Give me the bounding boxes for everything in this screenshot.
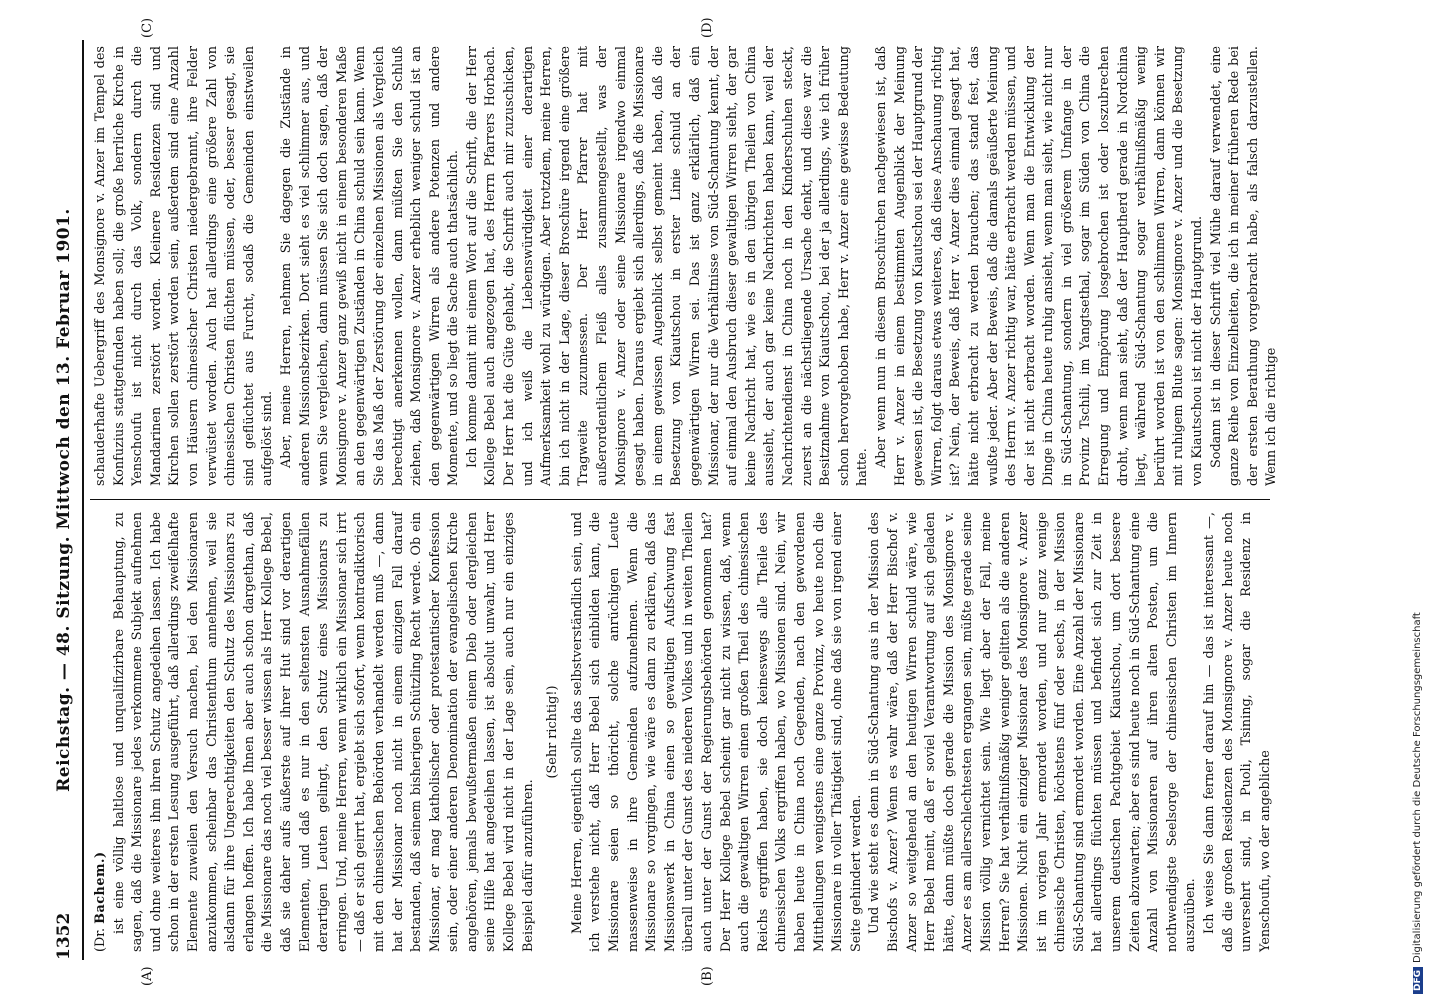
digitization-text: Digitalisierung gefördert durch die Deutsche Forschungsgemeinschaft (1412, 612, 1423, 963)
speaker-name: Bachem.) (93, 851, 108, 924)
dfg-logo: DFG (1413, 967, 1423, 994)
margin-marker-d: (D) (700, 17, 715, 38)
paragraph: Sodann ist in dieser Schrift viel Mühe darauf verwendet, eine ganze Reihe von Einzelheiten, die ich in meiner früheren Rede bei der ersten Berathung vorgebracht habe, als falsch darzustellen. Wenn ich die richtige (1208, 46, 1280, 486)
interjection: (Sehr richtig!) (545, 685, 561, 779)
margin-marker-c: (C) (140, 17, 155, 38)
speaker-line (92, 512, 111, 952)
paragraph: Aber wenn nun in diesem Broschürchen nachgewiesen ist, daß Herr v. Anzer in einem bestimmten Augenblick der Meinung gewesen ist, die Besetzung von Kiautschou sei der Hauptgrund der Wirren, folgt daraus etwas weiteres, daß diese Anschauung richtig ist? Nein, der Beweis, daß Herr v. Anzer dies einmal gesagt hat, hätte nicht erbracht zu werden brauchen; das stand fest, das wußte jeder. Aber der Beweis, daß die damals geäußerte Meinung des Herrn v. Anzer richtig war, hätte erbracht werden müssen, und der ist nicht erbracht worden. Wenn man die Entwicklung der Dinge in China heute ruhig ansieht, wenn man sieht, wie nicht nur in Süd-Schantung, sondern in viel größerem Umfange in der Provinz Tschili, im Yangtsethal, sogar im Süden von China die Erregung und Empörung losgebrochen ist oder loszubrechen droht, wenn man sieht, daß der Hauptherd gerade in Nordchina liegt, während Süd-Schantung sogar verhältnißmäßig wenig berührt worden ist von den schlimmen Wirren, dann können wir mit ruhigem Blute sagen: Monsignore v. Anzer und die Besetzung von Kiautschou ist nicht der Hauptgrund. (873, 46, 1206, 486)
page-header (50, 40, 80, 960)
header-rule (82, 40, 84, 960)
left-column (92, 512, 1275, 952)
column-divider (90, 499, 1270, 500)
paragraph: ist eine völlig haltlose und unqualifizirbare Behauptung, zu sagen, daß die Missionare jedes verkommene Subjekt aufnehmen und ohne weiteres ihm ihren Schutz angedeihen lassen. Ich habe schon in der ersten Lesung ausgeführt, daß allerdings zweifelhafte Elemente zuweilen den Versuch machen, bei den Missionaren anzukommen, scheinbar das Christenthum annehmen, weil sie alsdann für ihre Ungerechtigkeiten den Schutz des Missionars zu erlangen hoffen. Ich habe Ihnen aber auch schon dargethan, daß die Missionare das noch viel besser wissen als Herr Kollege Bebel, daß sie daher aufs äußerste auf ihrer Hut sind vor derartigen Elementen, und daß es nur in den seltensten Ausnahmefällen derartigen Leuten gelingt, den Schutz eines Missionars zu erringen. Und, meine Herren, wenn wirklich ein Missionar sich irrt — daß er sich geirrt hat, ergiebt sich sofort, wenn kontradiktorisch mit den chinesischen Behörden verhandelt werden muß —, dann hat der Missionar noch nicht in einem einzigen Fall darauf bestanden, daß seinem bisherigen Schützling Recht werde. Ob ein Missionar, er mag katholischer oder protestantischer Konfession sein, oder einer anderen Denomination der evangelischen Kirche angehören, jemals bewußtermaßen einem Dieb oder dergleichen seine Hilfe hat angedeihen lassen, ist absolut unwahr, und Herr Kollege Bebel wird nicht in der Lage sein, auch nur ein einziges Beispiel dafür anzuführen. (111, 512, 536, 952)
paragraph: Ich komme damit mit einem Wort auf die Schrift, die der Herr Kollege Bebel auch angezogen hat, des Herrn Pfarrers Horbach. Der Herr hat die Güte gehabt, die Schrift auch mir zuzuschicken, und ich weiß die Liebenswürdigkeit einer derartigen Aufmerksamkeit wohl zu würdigen. Aber trotzdem, meine Herren, bin ich nicht in der Lage, dieser Broschüre irgend eine größere Tragweite zuzumessen. Der Herr Pfarrer hat mit außerordentlichem Fleiß alles zusammengestellt, was der Monsignore v. Anzer oder seine Missionare irgendwo einmal gesagt haben. Daraus ergiebt sich allerdings, daß die Missionare in einem gewissen Augenblick selbst gemeint haben, daß die Besetzung von Kiautschou in erster Linie schuld an der gegenwärtigen Wirren sei. Das ist ganz erklärlich, daß ein Missionar, der nur die Verhältnisse von Süd-Schantung kennt, der auf einmal den Ausbruch dieser gewaltigen Wirren sieht, der gar keine Nachricht hat, wie es in den übrigen Theilen von China aussieht, der auch gar keine Nachrichten haben kann, weil der Nachrichtendienst in China noch in den Kinderschuhen steckt, zuerst an die nächstliegende Ursache denkt, und diese war die Besitznahme von Kiautschou, bei der ja allerdings, wie ich früher schon hervorgehoben habe, Herr v. Anzer eine gewisse Bedeutung hatte. (464, 46, 871, 486)
paragraph: Meine Herren, eigentlich sollte das selbstverständlich sein, und ich verstehe nicht, daß Herr Bebel sich einbilden kann, die Missionare seien so thöricht, solche anrüchigen Leute massenweise in ihre Gemeinden aufzunehmen. Wenn die Missionare so vorgingen, wie wäre es dann zu erklären, daß das Missionswerk in China einen so gewaltigen Aufschwung fast überall unter der Gunst des niederen Volkes und in weiten Theilen auch unter der Gunst der Regierungsbehörden genommen hat? Der Herr Kollege Bebel scheint gar nicht zu wissen, daß, wenn auch die gewaltigen Wirren einen großen Theil des chinesischen Reichs ergriffen haben, sie doch keineswegs alle Theile des chinesischen Volks ergriffen haben, wo Missionen sind. Nein, wir haben heute in China noch Gegenden, nach den gewordenen Mittheilungen wenigstens eine ganze Provinz, wo heute noch die Missionare in voller Thätigkeit sind, ohne daß sie von irgend einer Seite gehindert werden. (569, 512, 864, 952)
digitization-sidebar (1412, 8, 1434, 994)
right-column (92, 46, 1282, 486)
running-title: Reichstag. — 48. Sitzung. Mittwoch den 13. Februar 1901. (54, 208, 74, 792)
paragraph: schauderhafte Uebergriff des Monsignore v. Anzer im Tempel des Konfuzius stattgefunden haben soll; die große herrliche Kirche in Yenschoufu ist nicht durch das Volk, sondern durch die Mandarinen zerstört worden. Kleinere Residenzen sind und Kirchen sollen zerstört worden sein, außerdem sind eine Anzahl von Häusern chinesischer Christen niedergebrannt, ihre Felder verwüstet worden. Auch hat allerdings eine größere Zahl von chinesischen Christen flüchten müssen, oder, besser gesagt, sie sind geflüchtet aus Furcht, sodaß die Gemeinden einstweilen aufgelöst sind. (93, 46, 276, 486)
margin-marker-a: (A) (140, 966, 155, 986)
speaker-prefix: (Dr. (93, 927, 108, 952)
paragraph: Aber, meine Herren, nehmen Sie dagegen die Zustände in anderen Missionsbezirken. Dort sieht es viel schlimmer aus, und wenn Sie vergleichen, dann müssen Sie sich doch sagen, daß der Monsignore v. Anzer ganz gewiß nicht in einem besonderen Maße an den gegenwärtigen Zuständen in China schuld sein kann. Wenn Sie das Maß der Zerstörung der einzelnen Missionen als Vergleich berechtigt anerkennen wollen, dann müßten Sie den Schluß ziehen, daß Monsignore v. Anzer erheblich weniger schuld ist an den gegenwärtigen Wirren als andere Potenzen und andere Momente, und so liegt die Sache auch thatsächlich. (278, 46, 462, 486)
paragraph: Und wie steht es denn in Süd-Schantung aus in der Mission des Bischofs v. Anzer? Wenn es wahr wäre, daß der Herr Bischof v. Anzer so weitgehend an den heutigen Wirren schuld wäre, wie Herr Bebel meint, daß er soviel Verantwortung auf sich geladen hätte, dann müßte doch gerade die Mission des Monsignore v. Anzer es am allerschlechtesten ergangen sein, müßte gerade seine Mission völlig vernichtet sein. Wie liegt aber der Fall, meine Herren? Sie hat verhältnißmäßig weniger gelitten als die anderen Missionen. Nicht ein einziger Missionar des Monsignore v. Anzer ist im vorigen Jahr ermordet worden, und nur ganz wenige chinesische Christen, höchstens fünf oder sechs, in der Mission Süd-Schantung sind ermordet worden. Eine Anzahl der Missionare hat allerdings flüchten müssen und befindet sich zur Zeit in unserem deutschen Pachtgebiet Kiautschou, um dort bessere Zeiten abzuwarten; aber es sind heute noch in Süd-Schantung eine Anzahl von Missionaren auf ihren alten Posten, um die nothwendigste Seelsorge der chinesischen Christen im Innern auszuüben. (867, 512, 1199, 952)
margin-marker-b: (B) (700, 966, 715, 986)
digitization-note (1412, 8, 1423, 994)
paragraph: Ich weise Sie dann ferner darauf hin — das ist interessant —, daß die großen Residenzen des Monsignore v. Anzer heute noch unversehrt sind, in Puoli, Tsining, sogar die Residenz in Yenschoufu, wo der angebliche (1202, 512, 1273, 952)
page-number: 1352 (54, 912, 74, 960)
